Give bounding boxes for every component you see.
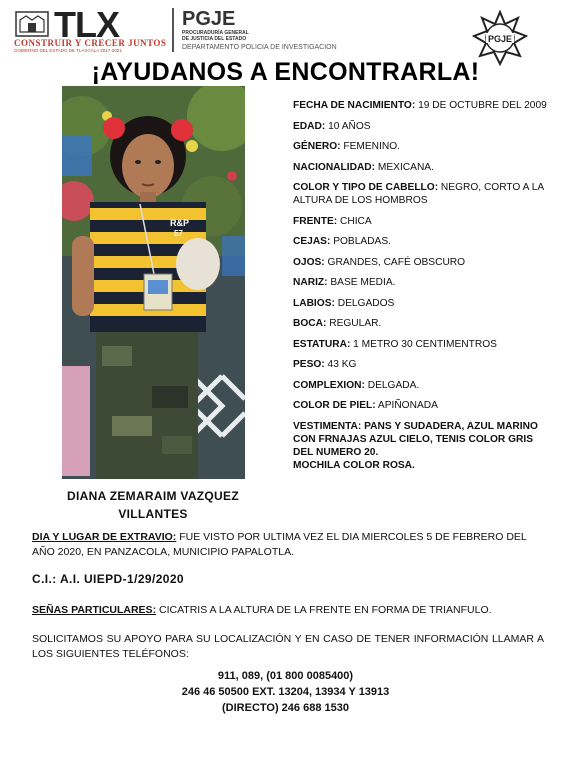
detail-value: NEGRO, CORTO A LA ALTURA DE LOS HOMBROS (293, 182, 544, 206)
badge-text: PGJE (487, 34, 513, 44)
tlx-slogan: CONSTRUIR Y CRECER JUNTOS (14, 38, 167, 48)
clothing-value: PANS Y SUDADERA, AZUL MARINO CON FRNAJAS AZUL CIELO, TENIS COLOR GRIS DEL NUMERO 20. (293, 420, 538, 458)
detail-row (293, 379, 553, 392)
detail-row (293, 140, 553, 153)
detail-label: LABIOS: (293, 297, 335, 309)
pgje-subtitle-line1: PROCURADURÍA GENERAL (182, 30, 249, 36)
detail-row (293, 120, 553, 133)
detail-value: 10 AÑOS (325, 120, 371, 132)
detail-label: COLOR DE PIEL: (293, 400, 376, 411)
phone-line: (DIRECTO) 246 688 1530 (222, 702, 349, 714)
shirt-number: 57 (174, 229, 183, 238)
detail-label: OJOS: (293, 256, 325, 268)
detail-value: CHICA (337, 215, 372, 227)
detail-value: MEXICANA. (375, 161, 434, 173)
clothing-label: VESTIMENTA: (293, 420, 362, 432)
pgje-title: PGJE (182, 8, 236, 30)
distinguishing-marks (32, 604, 547, 616)
tlx-government: GOBIERNO DEL ESTADO DE TLAXCALA 2017-2021 (14, 48, 122, 53)
detail-row (293, 99, 553, 112)
detail-row (293, 297, 553, 310)
detail-label: FECHA DE NACIMIENTO: (293, 100, 416, 111)
detail-row (293, 215, 553, 228)
disappearance-info (32, 530, 547, 560)
detail-row (293, 317, 553, 330)
detail-value: GRANDES, CAFÉ OBSCURO (324, 256, 466, 268)
headline: ¡AYUDANOS A ENCONTRARLA! (91, 58, 480, 86)
detail-row (293, 256, 553, 269)
detail-value: 43 KG (324, 359, 357, 370)
pgje-subtitle (182, 30, 249, 42)
detail-label: ESTATURA: (293, 338, 351, 350)
distinguishing-marks-label: SEÑAS PARTICULARES: (32, 604, 157, 616)
missing-person-photo (62, 86, 245, 479)
header-divider (172, 8, 174, 52)
detail-label: GÉNERO: (293, 141, 341, 152)
detail-value: REGULAR. (326, 318, 382, 329)
phone-line: 246 46 50500 EXT. 13204, 13934 Y 13913 (181, 686, 390, 698)
detail-label: FRENTE: (293, 215, 338, 227)
detail-label: NACIONALIDAD: (293, 161, 376, 173)
contact-request: SOLICITAMOS SU APOYO PARA SU LOCALIZACIÓN Y EN CASO DE TENER INFORMACIÓN LLAMAR A LOS SIGUIENTES TELÉFONOS: (32, 633, 544, 660)
person-name-line2: VILLANTES (118, 507, 188, 521)
detail-row (293, 399, 553, 412)
state-seal-icon (14, 8, 50, 38)
tlx-logo: TLX (54, 4, 119, 45)
detail-row (293, 358, 553, 371)
detail-row (293, 338, 553, 351)
disappearance-label: DIA Y LUGAR DE EXTRAVIO: (32, 531, 177, 543)
person-name (38, 487, 268, 523)
detail-row (293, 235, 553, 248)
detail-value: FEMENINO. (340, 141, 400, 152)
detail-row (293, 276, 553, 289)
detail-value: DELGADA. (364, 379, 420, 391)
detail-label: PESO: (293, 359, 325, 370)
detail-value: 1 METRO 30 CENTIMENTROS (350, 338, 497, 350)
case-id: C.I.: A.I. UIEPD-1/29/2020 (32, 572, 185, 586)
distinguishing-marks-value: CICATRIS A LA ALTURA DE LA FRENTE EN FORMA DE TRIANFULO. (156, 604, 492, 616)
physical-description (293, 99, 553, 479)
shirt-print: R&P (170, 218, 190, 228)
detail-label: BOCA: (293, 318, 327, 329)
detail-label: EDAD: (293, 120, 326, 132)
detail-label: CEJAS: (293, 236, 331, 247)
detail-label: COLOR Y TIPO DE CABELLO: (293, 182, 439, 193)
phone-list (0, 668, 571, 716)
phone-line: 911, 089, (01 800 0085400) (217, 670, 354, 682)
clothing-extra: MOCHILA COLOR ROSA. (293, 459, 415, 471)
detail-value: 19 DE OCTUBRE DEL 2009 (415, 100, 547, 111)
detail-value: POBLADAS. (330, 236, 391, 247)
detail-row (293, 161, 553, 174)
pgje-subtitle-line2: DE JUSTICIA DEL ESTADO (182, 36, 247, 42)
disappearance-value: FUE VISTO POR ULTIMA VEZ EL DIA MIERCOLES 5 DE FEBRERO DEL AÑO 2020, EN PANZACOLA, MUNICIPIO PAPALOTLA. (32, 531, 527, 558)
detail-row (293, 181, 553, 207)
pgje-department: DEPARTAMENTO POLICIA DE INVESTIGACION (182, 44, 337, 51)
person-name-line1: DIANA ZEMARAIM VAZQUEZ (67, 489, 239, 503)
detail-value: DELGADOS (334, 297, 395, 309)
detail-value: APIÑONADA (375, 400, 438, 411)
detail-label: COMPLEXION: (293, 379, 365, 391)
detail-label: NARIZ: (293, 277, 328, 288)
clothing-row (293, 420, 553, 472)
detail-value: BASE MEDIA. (327, 277, 396, 288)
